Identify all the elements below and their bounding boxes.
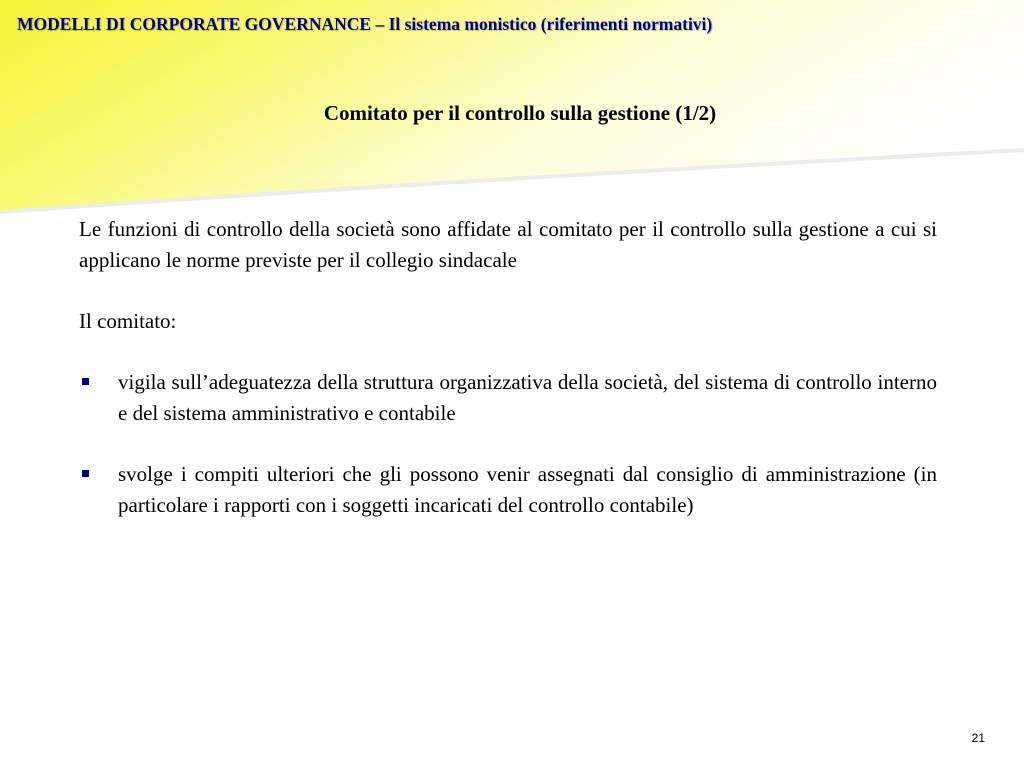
header-title: MODELLI DI CORPORATE GOVERNANCE – Il sistema monistico (riferimenti normativi)	[17, 14, 713, 34]
spacer	[79, 429, 937, 459]
intro-paragraph: Le funzioni di controllo della società sono affidate al comitato per il controllo sulla gestione a cui si applicano le norme previste per il collegio sindacale	[79, 217, 937, 272]
bullet-item	[79, 459, 937, 521]
bullet-item	[79, 367, 937, 429]
square-bullet-icon	[82, 378, 89, 385]
square-bullet-icon	[82, 470, 89, 477]
spacer	[79, 276, 937, 306]
bullet-text: svolge i compiti ulteriori che gli possono venir assegnati dal consiglio di amministrazione (in particolare i rapporti con i soggetti incaricati del controllo contabile)	[118, 462, 937, 517]
list-heading: Il comitato:	[79, 309, 177, 333]
slide-title: Comitato per il controllo sulla gestione (1/2)	[323, 101, 717, 125]
page-number: 21	[971, 731, 985, 745]
spacer	[79, 337, 937, 367]
bullet-text: vigila sull’adeguatezza della struttura organizzativa della società, del sistema di controllo interno e del sistema amministrativo e contabile	[118, 370, 937, 425]
slide-content	[79, 214, 937, 521]
